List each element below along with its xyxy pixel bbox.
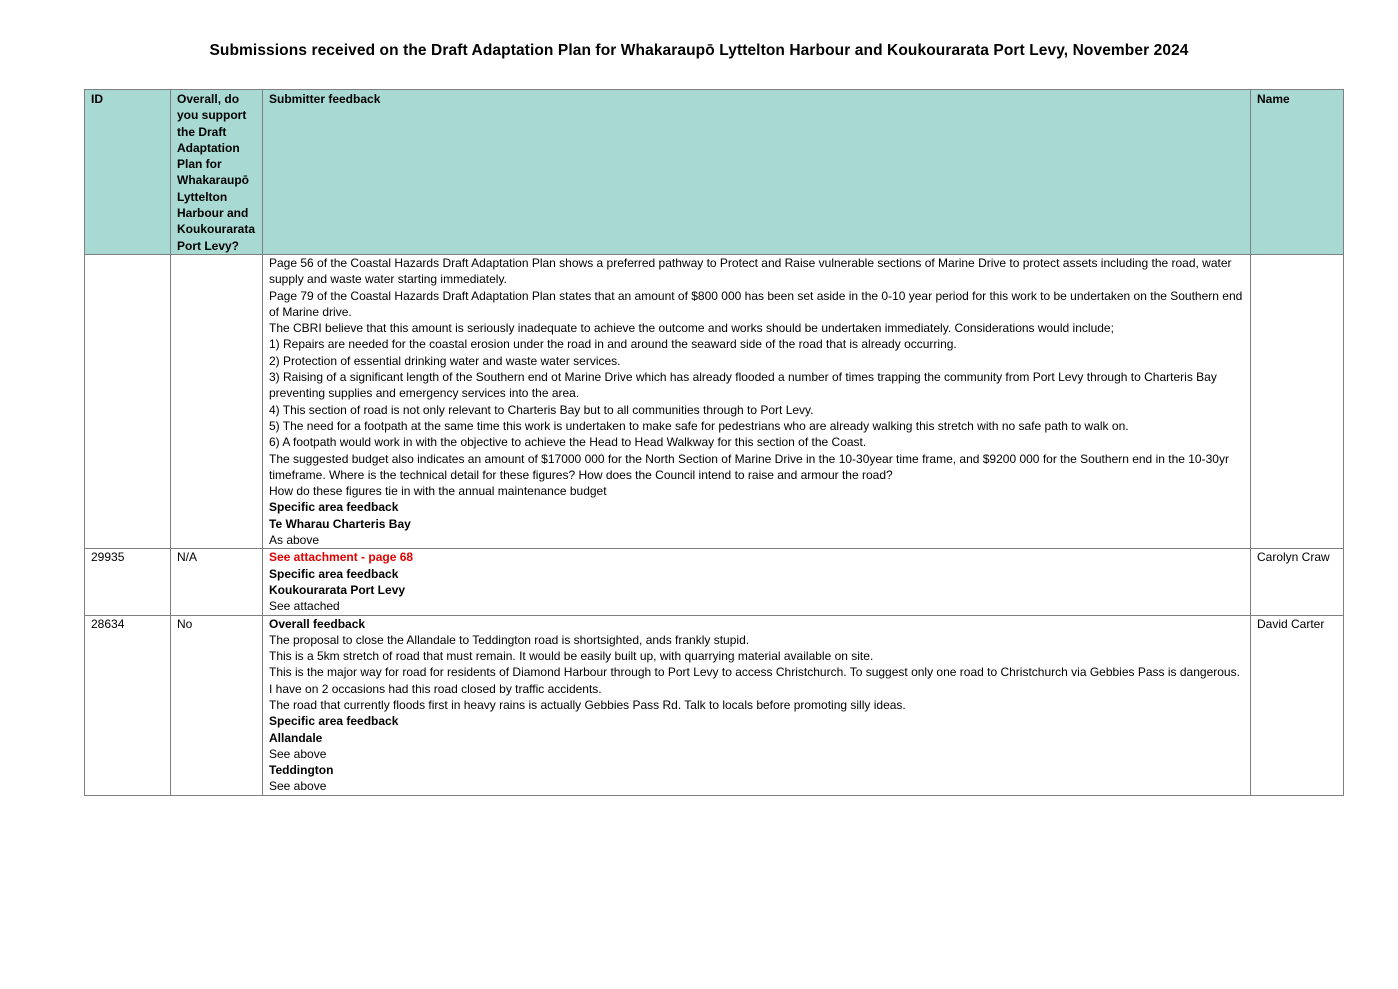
feedback-line: 3) Raising of a significant length of the Southern end ot Marine Drive which has already flooded a number of times trapping the community from Port Levy through to Charteris Bay preventing supplies and emergency services into the area.	[269, 370, 1217, 401]
feedback-heading: Teddington	[269, 763, 334, 778]
feedback-line: See above	[269, 779, 327, 794]
feedback-line: The road that currently floods first in heavy rains is actually Gebbies Pass Rd. Talk to locals before promoting silly ideas.	[269, 697, 906, 712]
feedback-line: The CBRI believe that this amount is seriously inadequate to achieve the outcome and works should be undertaken immediately. Considerations would include;	[269, 321, 1114, 336]
cell-support: No	[171, 615, 263, 795]
cell-name: David Carter	[1251, 615, 1344, 795]
cell-support: N/A	[171, 549, 263, 615]
cell-id	[85, 254, 171, 548]
header-id: ID	[85, 90, 171, 255]
feedback-line: 6) A footpath would work in with the objective to achieve the Head to Head Walkway for this section of the Coast.	[269, 435, 867, 450]
header-row	[85, 90, 1344, 255]
feedback-line: As above	[269, 533, 320, 548]
feedback-line: This is the major way for road for residents of Diamond Harbour through to Port Levy to access Christchurch. To suggest only one road to Christchurch via Gebbies Pass is dangerous.	[269, 665, 1240, 680]
cell-feedback	[263, 549, 1251, 615]
feedback-line: 1) Repairs are needed for the coastal erosion under the road in and around the seaward side of the road that is already occurring.	[269, 337, 957, 352]
feedback-line: I have on 2 occasions had this road closed by traffic accidents.	[269, 681, 602, 696]
feedback-line: The suggested budget also indicates an amount of $17000 000 for the North Section of Marine Drive in the 10-30year time frame, and $9200 000 for the Southern end in the 10-30yr timeframe. Where is the technical detail for these figures? How does the Council intend to raise and armour the road?	[269, 451, 1229, 482]
cell-id: 29935	[85, 549, 171, 615]
feedback-line: 4) This section of road is not only relevant to Charteris Bay but to all communities through to Port Levy.	[269, 402, 814, 417]
feedback-line: The proposal to close the Allandale to Teddington road is shortsighted, ands frankly stupid.	[269, 632, 750, 647]
feedback-line: See attached	[269, 599, 340, 614]
submissions-table	[84, 89, 1344, 796]
feedback-line: 2) Protection of essential drinking water and waste water services.	[269, 353, 621, 368]
header-support: Overall, do you support the Draft Adaptation Plan for Whakaraupō Lyttelton Harbour and Koukourarata Port Levy?	[171, 90, 263, 255]
table-header	[85, 90, 1344, 255]
table-row	[85, 254, 1344, 548]
feedback-line: This is a 5km stretch of road that must remain. It would be easily built up, with quarrying material available on site.	[269, 649, 874, 664]
cell-feedback	[263, 254, 1251, 548]
feedback-line: Page 56 of the Coastal Hazards Draft Adaptation Plan shows a preferred pathway to Protect and Raise vulnerable sections of Marine Drive to protect assets including the road, water supply and waste water starting immediately.	[269, 255, 1232, 287]
table-row	[85, 615, 1344, 795]
feedback-heading: Allandale	[269, 730, 323, 745]
document-title: Submissions received on the Draft Adaptation Plan for Whakaraupō Lyttelton Harbour and Koukourarata Port Levy, November 2024	[209, 42, 1189, 59]
cell-name: Carolyn Craw	[1251, 549, 1344, 615]
feedback-heading: Koukourarata Port Levy	[269, 582, 406, 597]
feedback-line: See above	[269, 746, 327, 761]
feedback-heading: Specific area feedback	[269, 500, 399, 515]
cell-name	[1251, 254, 1344, 548]
attachment-link: See attachment - page 68	[269, 550, 414, 565]
table-body	[85, 254, 1344, 795]
feedback-line: Page 79 of the Coastal Hazards Draft Adaptation Plan states that an amount of $800 000 has been set aside in the 0-10 year period for this work to be undertaken on the Southern end of Marine drive.	[269, 288, 1243, 319]
feedback-heading: Specific area feedback	[269, 714, 399, 729]
cell-support	[171, 254, 263, 548]
feedback-heading: Specific area feedback	[269, 566, 399, 581]
feedback-heading: Te Wharau Charteris Bay	[269, 516, 411, 531]
cell-id: 28634	[85, 615, 171, 795]
header-feedback: Submitter feedback	[263, 90, 1251, 255]
table-row	[85, 549, 1344, 615]
feedback-heading: Overall feedback	[269, 616, 366, 631]
feedback-line: 5) The need for a footpath at the same time this work is undertaken to make safe for pedestrians who are already walking this stretch with no safe path to walk on.	[269, 418, 1129, 433]
header-name: Name	[1251, 90, 1344, 255]
feedback-line: How do these figures tie in with the annual maintenance budget	[269, 484, 607, 499]
cell-feedback	[263, 615, 1251, 795]
